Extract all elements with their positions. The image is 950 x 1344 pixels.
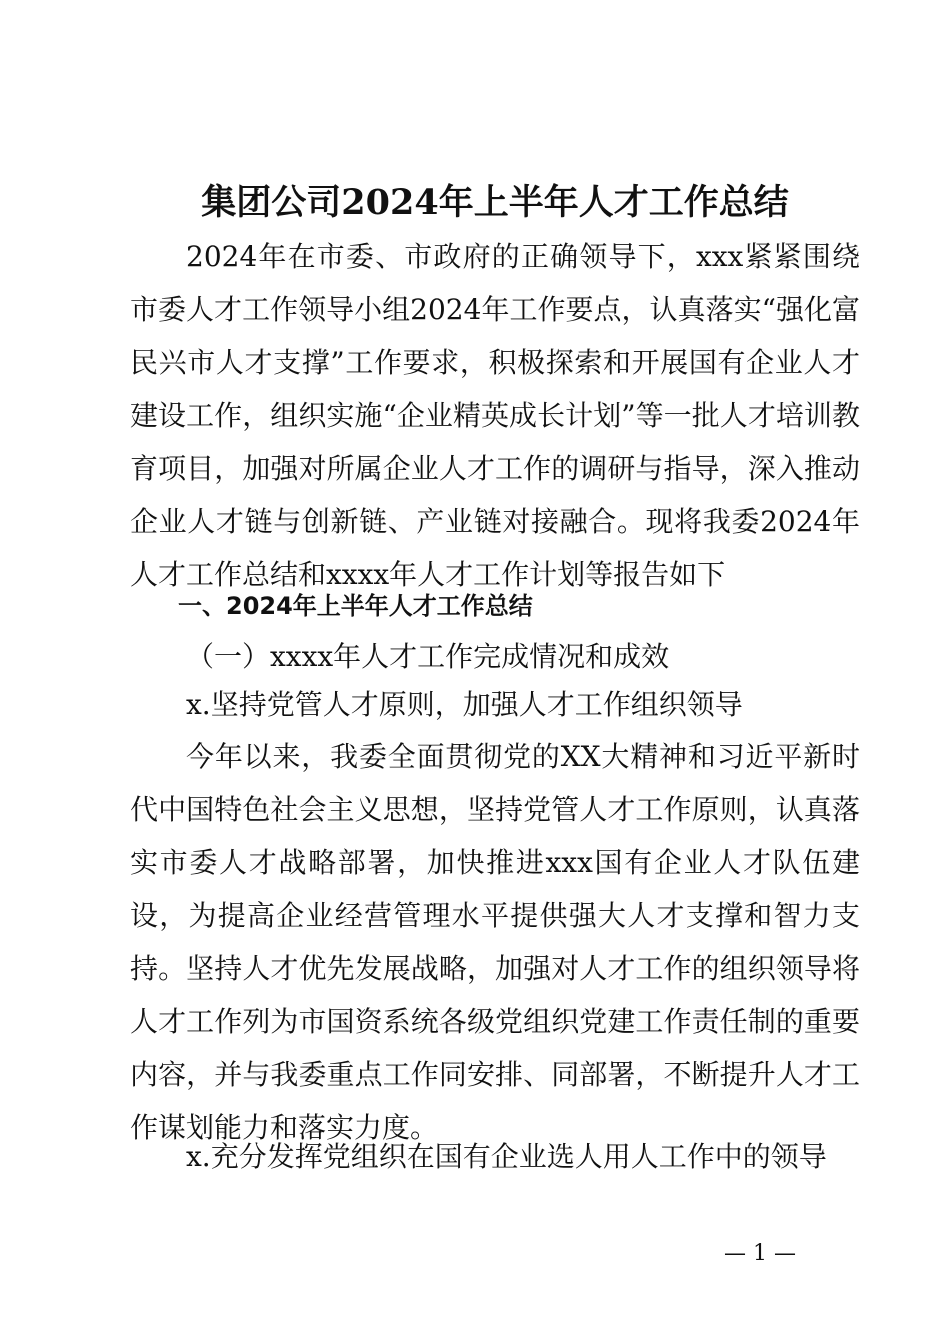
body-paragraph-2: 今年以来，我委全面贯彻党的XX大精神和习近平新时代中国特色社会主义思想，坚持党管人才工作原则，认真落实市委人才战略部署，加快推进xxx国有企业人才队伍建设，为提高企业经营管理水平提供强大人才支撑和智力支持。坚持人才优先发展战略，加强对人才工作的组织领导将人才工作列为市国资系统各级党组织党建工作责任制的重要内容，并与我委重点工作同安排、同部署，不断提升人才工作谋划能力和落实力度。 xyxy=(130,740,860,1144)
intro-paragraph: 2024年在市委、市政府的正确领导下，xxx紧紧围绕市委人才工作领导小组2024年工作要点，认真落实“强化富民兴市人才支撑”工作要求，积极探索和开展国有企业人才建设工作，组织实施“企业精英成长计划”等一批人才培训教育项目，加强对所属企业人才工作的调研与指导，深入推动企业人才链与创新链、产业链对接融合。现将我委2024年人才工作总结和xxxx年人才工作计划等报告如下 xyxy=(130,240,860,591)
item-heading-1: x.坚持党管人才原则，加强人才工作组织领导 xyxy=(186,688,743,721)
section-heading-1: 一、2024年上半年人才工作总结 xyxy=(178,592,533,620)
subsection-heading: （一）xxxx年人才工作完成情况和成效 xyxy=(186,640,670,673)
item-heading-2: x.充分发挥党组织在国有企业选人用人工作中的领导 xyxy=(186,1140,827,1173)
page-number: — 1 — xyxy=(724,1241,796,1266)
document-title: 集团公司2024年上半年人才工作总结 xyxy=(201,182,789,223)
